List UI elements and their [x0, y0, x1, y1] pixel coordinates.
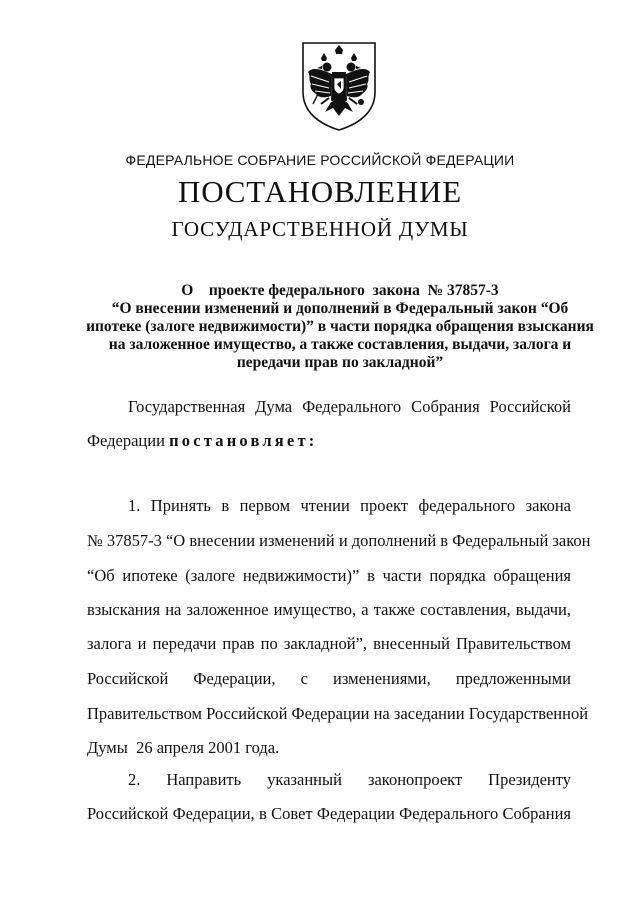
preamble-text: Федерации: [87, 431, 165, 450]
clause-1-line: № 37857-3 “О внесении изменений и дополнений в Федеральный закон: [87, 531, 591, 550]
subject-line: “О внесении изменений и дополнений в Федеральный закон “Об: [111, 300, 569, 317]
clause-1-line: Российской Федерации, с изменениями, предложенными: [87, 669, 571, 688]
subject-line: на заложенное имущество, а также составления, выдачи, залога и: [108, 336, 572, 353]
clause-1-line: “Об ипотеке (залоге недвижимости)” в части порядка обращения: [87, 566, 571, 585]
subject-line: передачи прав по закладной”: [236, 354, 444, 371]
clause-1-line: 1. Принять в первом чтении проект федерального закона: [128, 496, 571, 515]
clause-1-line: залога и передачи прав по закладной”, внесенный Правительством: [87, 634, 571, 653]
double-headed-eagle-emblem-icon: [299, 40, 379, 132]
clause-2-line: 2. Направить указанный законопроект Президенту: [128, 770, 571, 789]
organization-name: ФЕДЕРАЛЬНОЕ СОБРАНИЕ РОССИЙСКОЙ ФЕДЕРАЦИИ: [125, 152, 515, 168]
preamble-line: [87, 431, 317, 451]
subject-line: О проекте федерального закона № 37857-3: [181, 282, 499, 299]
subject-line: ипотеке (залоге недвижимости)” в части порядка обращения взыскания: [86, 318, 594, 335]
document-type-title: ПОСТАНОВЛЕНИЕ: [178, 174, 462, 209]
issuer-subtitle: ГОСУДАРСТВЕННОЙ ДУМЫ: [171, 217, 469, 241]
clause-2-line: Российской Федерации, в Совет Федерации Федерального Собрания: [87, 804, 571, 823]
resolution-subject: [60, 282, 620, 372]
preamble-line: Государственная Дума Федерального Собрания Российской: [128, 397, 571, 416]
clause-1-line: взыскания на заложенное имущество, а также составления, выдачи,: [87, 600, 571, 619]
decision-keyword: постановляет:: [169, 431, 318, 450]
clause-1-line: Правительством Российской Федерации на заседании Государственной: [87, 704, 589, 723]
clause-1-line: Думы 26 апреля 2001 года.: [87, 738, 280, 757]
